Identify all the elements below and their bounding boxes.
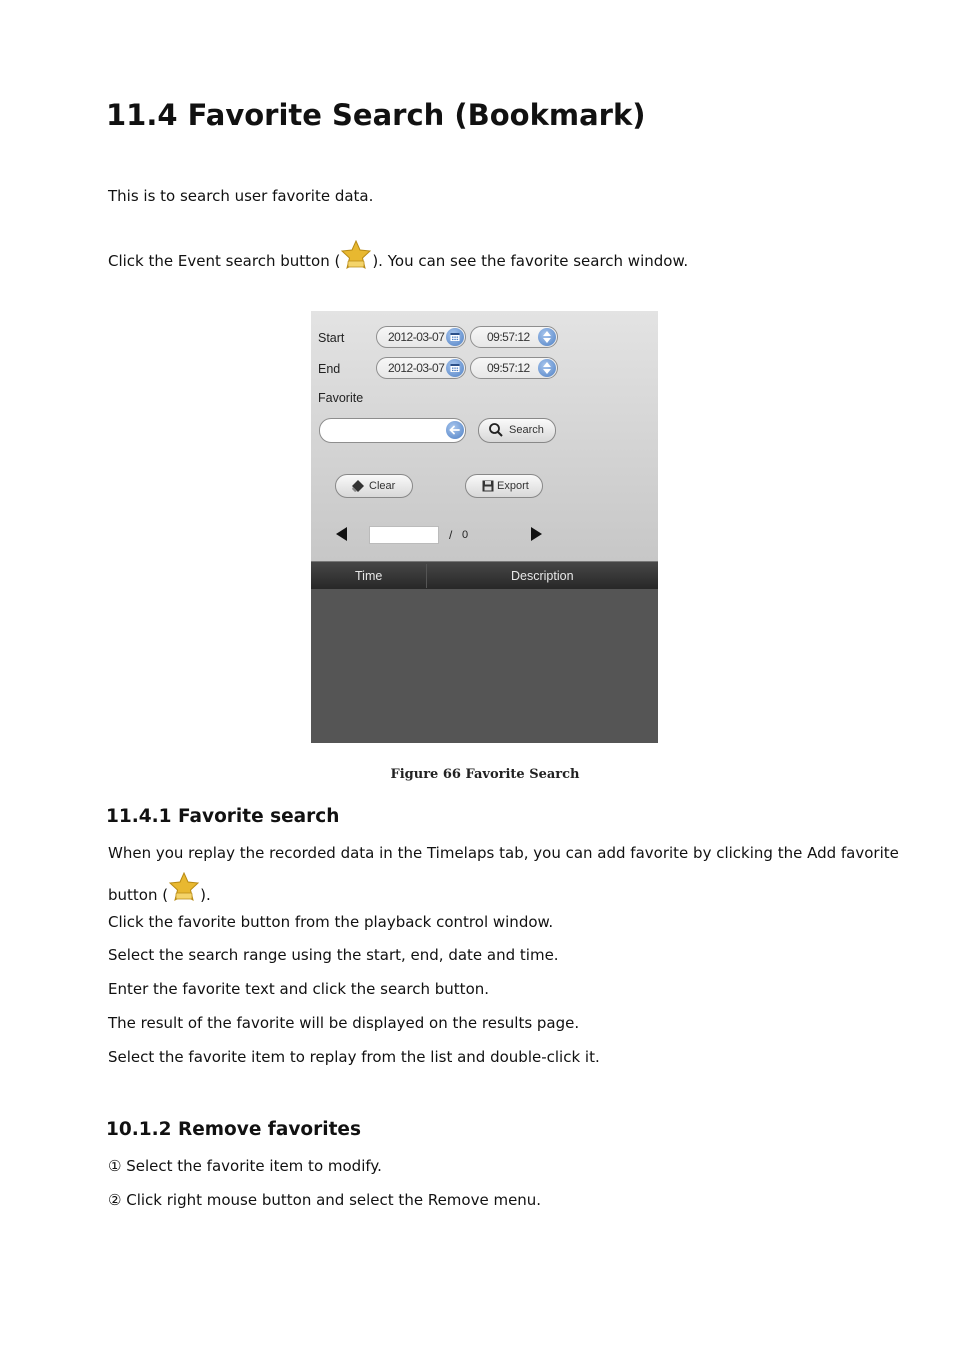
subsection-title-remove-favorites: 10.1.2 Remove favorites [106,1119,361,1140]
results-table-header [311,561,658,590]
time-spinner-icon[interactable] [538,328,556,346]
figure-caption: Figure 66 Favorite Search [390,767,580,782]
favorite-search-window [311,311,658,743]
paragraph: Click the favorite button from the playback control window. [108,913,554,931]
column-time[interactable]: Time [355,569,383,583]
page-separator: / [449,528,453,542]
calendar-icon[interactable] [446,359,464,377]
search-button[interactable]: Search [478,418,556,443]
export-button[interactable]: Export [465,474,543,498]
section-heading: 11.4 Favorite Search (Bookmark) [106,98,646,132]
save-icon [482,480,494,495]
end-label: End [318,362,341,376]
start-time-field[interactable]: 09:57:12 [470,326,558,348]
star-icon [168,872,200,906]
list-item: ② Click right mouse button and select the Remove menu. [108,1191,542,1209]
paragraph: button ( ). [108,872,211,906]
column-description[interactable]: Description [511,569,574,583]
prev-page-icon[interactable] [336,527,348,546]
paragraph: Select the search range using the start, end, date and time. [108,946,559,964]
end-date-field[interactable]: 2012-03-07 [376,357,466,379]
paragraph: Select the favorite item to replay from the list and double-click it. [108,1048,600,1066]
paragraph: Enter the favorite text and click the search button. [108,980,490,998]
favorite-label: Favorite [318,391,364,405]
start-date-field[interactable]: 2012-03-07 [376,326,466,348]
search-panel [311,311,658,561]
list-item: ① Select the favorite item to modify. [108,1157,382,1175]
start-label: Start [318,331,345,345]
back-arrow-icon[interactable] [446,421,464,439]
page-input[interactable] [369,526,439,544]
clear-button[interactable]: Clear [335,474,413,498]
eraser-icon [351,479,365,496]
star-icon [340,240,372,274]
calendar-icon[interactable] [446,328,464,346]
next-page-icon[interactable] [530,527,542,546]
favorite-input[interactable] [319,418,466,443]
search-icon [488,422,504,441]
time-spinner-icon[interactable] [538,359,556,377]
subsection-title-favorite-search: 11.4.1 Favorite search [106,806,340,827]
results-table-body[interactable] [311,589,658,743]
end-time-field[interactable]: 09:57:12 [470,357,558,379]
intro-instruction: Click the Event search button ( ). You can see the favorite search window. [108,240,688,274]
paragraph: When you replay the recorded data in the Timelaps tab, you can add favorite by clicking the Add favorite [108,844,899,862]
paragraph: The result of the favorite will be displayed on the results page. [108,1014,580,1032]
intro-text: This is to search user favorite data. [108,187,374,205]
page-total: 0 [462,529,469,541]
column-divider [426,564,427,588]
